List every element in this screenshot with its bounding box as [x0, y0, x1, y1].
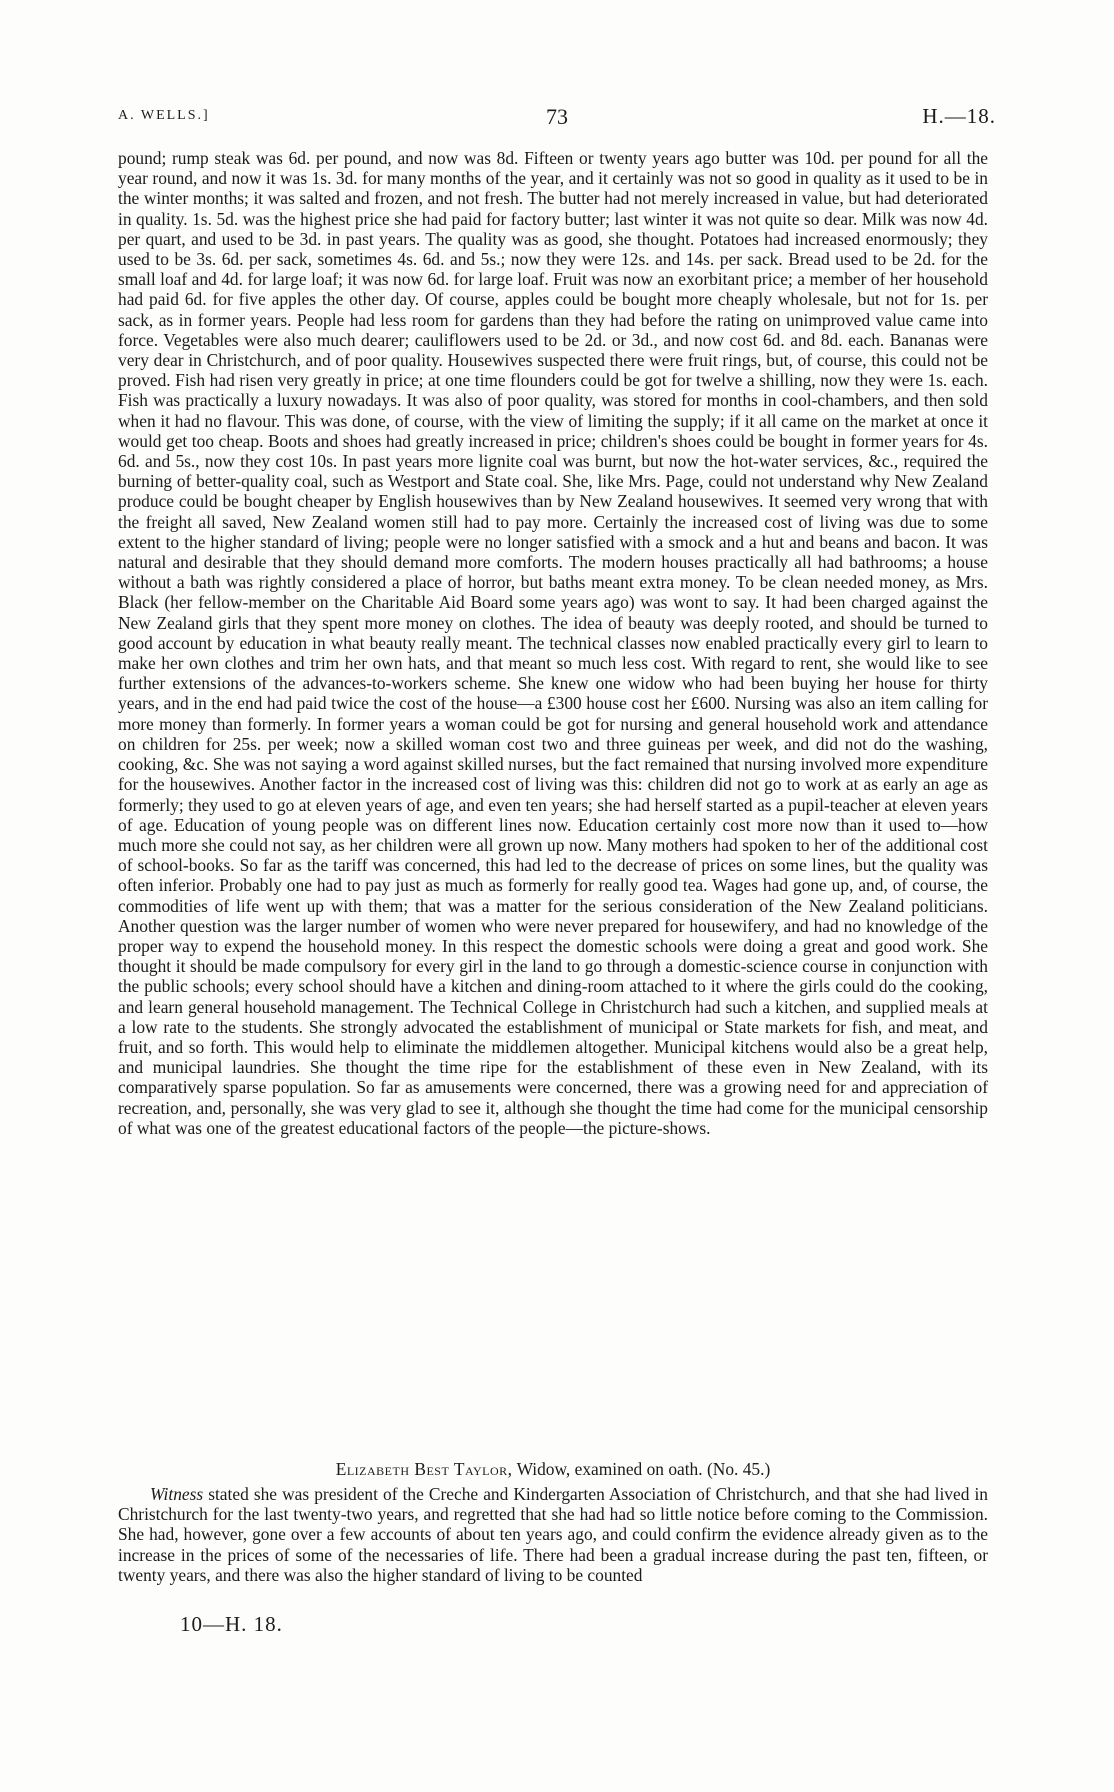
document-reference: H.—18.: [922, 104, 996, 128]
page-number: 73: [546, 104, 568, 129]
evidence-body: [118, 148, 988, 1138]
witness-heading: [118, 1458, 988, 1480]
signature-mark: 10—H. 18.: [180, 1612, 283, 1636]
witness-number: (No. 45.): [706, 1459, 771, 1479]
evidence-paragraph: pound; rump steak was 6d. per pound, and now was 8d. Fifteen or twenty years ago butter was 10d. per pound for all the year round, and now it was 1s. 3d. for many months of the year, and it certainly was not so good in quality as it used to be in the winter months; it was salted and frozen, and not fresh. The butter had not merely increased in value, but had deteriorated in quality. 1s. 5d. was the highest price she had paid for factory butter; last winter it was not quite so dear. Milk was now 4d. per quart, and used to be 3d. in past years. The quality was as good, she thought. Potatoes had increased enormously; they used to be 3s. 6d. per sack, sometimes 4s. 6d. and 5s.; now they were 12s. and 14s. per sack. Bread used to be 2d. for the small loaf and 4d. for large loaf; it was now 6d. for large loaf. Fruit was now an exorbitant price; a member of her household had paid 6d. for five apples the other day. Of course, apples could be bought more cheaply wholesale, but not for 1s. per sack, as in former years. People had less room for gardens than they had before the rating on unimproved value came into force. Vegetables were also much dearer; cauliflowers used to be 2d. or 3d., and now cost 6d. and 8d. each. Bananas were very dear in Christchurch, and of poor quality. Housewives suspected there were fruit rings, but, of course, this could not be proved. Fish had risen very greatly in price; at one time flounders could be got for twelve a shilling, now they were 1s. each. Fish was practically a luxury nowadays. It was also of poor quality, was stored for months in cool-chambers, and then sold when it had no flavour. This was done, of course, with the view of limiting the supply; if it all came on the market at once it would get too cheap. Boots and shoes had greatly increased in price; children's shoes could be bought in former years for 4s. 6d. and 5s., now they cost 10s. In past years more lignite coal was burnt, but now the hot-water services, &c., required the burning of better-quality coal, such as Westport and State coal. She, like Mrs. Page, could not understand why New Zealand produce could be bought cheaper by English housewives than by New Zealand housewives. It seemed very wrong that with the freight all saved, New Zealand women still had to pay more. Certainly the increased cost of living was due to some extent to the higher standard of living; people were no longer satisfied with a smock and a hut and beans and bacon. It was natural and desirable that they should demand more comforts. The modern houses practically all had bathrooms; a house without a bath was rightly considered a place of horror, but baths meant extra money. To be clean needed money, as Mrs. Black (her fellow-member on the Charitable Aid Board some years ago) was wont to say. It had been charged against the New Zealand girls that they spent more money on clothes. The idea of beauty was deeply rooted, and should be turned to good account by education in what beauty really meant. The technical classes now enabled practically every girl to learn to make her own clothes and trim her own hats, and that meant so much less cost. With regard to rent, she would like to see further extensions of the advances-to-workers scheme. She knew one widow who had been buying her house for thirty years, and in the end had paid twice the cost of the house—a £300 house cost her £600. Nursing was also an item calling for more money than formerly. In former years a woman could be got for nursing and general household work and attendance on children for 25s. per week; now a skilled woman cost two and three guineas per week, and did not do the washing, cooking, &c. She was not saying a word against skilled nurses, but the fact remained that nursing involved more expenditure for the housewives. Another factor in the increased cost of living was this: children did not go to work at as early an age as formerly; they used to go at eleven years of age, and even ten years; she had herself started as a pupil-teacher at eleven years of age. Education of young people was on different lines now. Education certainly cost more now than it used to—how much more she could not say, as her children were all grown up now. Many mothers had spoken to her of the additional cost of school-books. So far as the tariff was concerned, this had led to the decrease of prices on some lines, but the quality was often inferior. Probably one had to pay just as much as formerly for really good tea. Wages had gone up, and, of course, the commodities of life went up with them; that was a matter for the serious consideration of the New Zealand politicians. Another question was the larger number of women who were never prepared for housewifery, and had no knowledge of the proper way to expend the household money. In this respect the domestic schools were doing a great and good work. She thought it should be made compulsory for every girl in the land to go through a domestic-science course in conjunction with the public schools; every school should have a kitchen and dining-room attached to it where the girls could do the cooking, and learn general household management. The Technical College in Christchurch had such a kitchen, and supplied meals at a low rate to the students. She strongly advocated the establishment of municipal or State markets for fish, and meat, and fruit, and so forth. This would help to eliminate the middlemen altogether. Municipal kitchens would also be a great help, and municipal laundries. She thought the time ripe for the establishment of these even in New Zealand, with its comparatively sparse population. So far as amusements were concerned, there was a growing need for and appreciation of recreation, and, personally, she was very glad to see it, although she thought the time had come for the municipal censorship of what was one of the greatest educational factors of the people—the picture-shows.: [118, 148, 988, 1138]
witness-testimony: [118, 1484, 988, 1585]
header-witness-name: A. WELLS.]: [118, 108, 210, 123]
witness-details: Widow, examined on oath.: [512, 1459, 703, 1479]
testimony-lead: Witness: [150, 1484, 204, 1504]
witness-name: Elizabeth Best Taylor,: [335, 1459, 513, 1479]
testimony-text: stated she was president of the Creche and Kindergarten Association of Christchurch, and that she had lived in Christchurch for the last twenty-two years, and regretted that she had had so little notice before coming to the Commission. She had, however, gone over a few accounts of about ten years ago, and could confirm the evidence already given as to the increase in the prices of some of the necessaries of life. There had been a gradual increase during the past ten, fifteen, or twenty years, and there was also the higher standard of living to be counted: [118, 1484, 988, 1585]
page-header: [118, 104, 996, 134]
